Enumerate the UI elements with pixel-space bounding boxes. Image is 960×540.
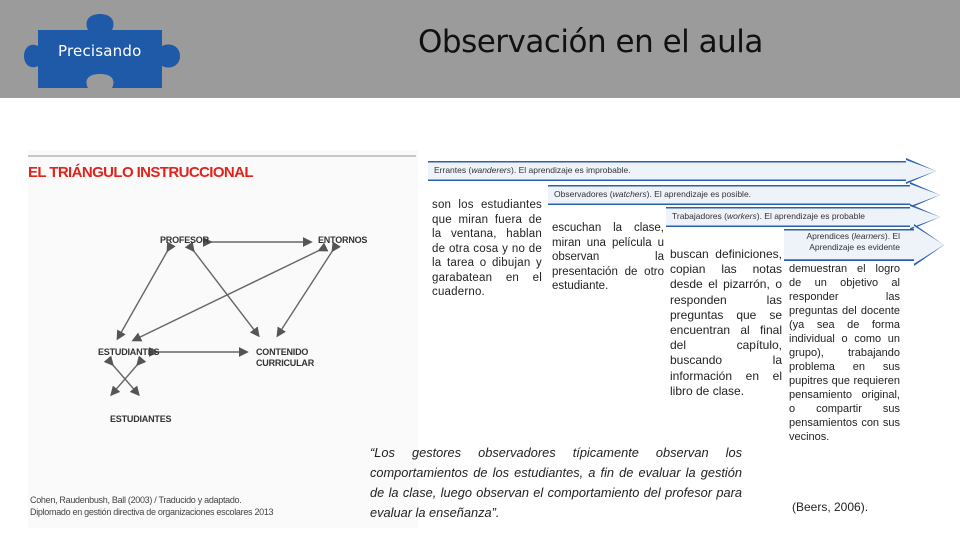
quote: “Los gestores observadores típicamente observan los comportamientos de los estudiantes, a fin de evaluar la gestión de la clase, luego observan el comportamiento del profesor para evaluar la enseñanza”. (370, 445, 742, 520)
description-watchers: escuchan la clase, miran una película u observan la presentación de otro estudiante. (552, 222, 664, 292)
node-profesor: PROFESOR (160, 235, 209, 245)
node-entornos: ENTORNOS (318, 235, 368, 245)
triangle-arrows (28, 150, 418, 528)
instructional-triangle-figure (28, 150, 418, 528)
arrow-label: Errantes (wanderers). El aprendizaje es improbable. (434, 165, 631, 175)
description-wanderers: son los estudiantes que miran fuera de la ventana, hablan de otra cosa y no de la tarea o dibujan y garabatean en el cuaderno. (432, 199, 542, 298)
arrow-learners (784, 224, 956, 266)
node-estudiantes-peer: ESTUDIANTES (110, 414, 172, 424)
description-learners: demuestran el logro de un objetivo al responder las preguntas del docente (ya sea de forma individual o como un grupo), trabajando problema en sus pupitres que requieren pensamiento original, o compartir sus pensamientos con sus vecinos. (789, 263, 900, 443)
figure-title: EL TRIÁNGULO INSTRUCCIONAL (28, 164, 253, 181)
reference: (Beers, 2006). (792, 500, 869, 514)
arrow-label: Observadores (watchers). El aprendizaje es posible. (554, 189, 752, 199)
header-bar (0, 0, 960, 98)
arrow-label: Aprendices (learners). El Aprendizaje es evidente (806, 231, 900, 252)
arrow-wanderers (428, 158, 948, 184)
figure-citation: Cohen, Raudenbush, Ball (2003) / Traducido y adaptado. Diplomado en gestión directiva de organizaciones escolares 2013 (30, 495, 274, 517)
node-contenido: CONTENIDO CURRICULAR (256, 347, 314, 368)
description-workers: buscan definiciones, copian las notas desde el pizarrón, o responden las preguntas que se encuentran al final del capítulo, buscando la información en el libro de clase. (670, 247, 782, 398)
section-badge: Precisando (58, 42, 142, 60)
arrow-label: Trabajadores (workers). El aprendizaje es probable (672, 211, 865, 221)
slide-title: Observación en el aula (418, 24, 763, 60)
node-estudiantes: ESTUDIANTES (98, 347, 160, 357)
